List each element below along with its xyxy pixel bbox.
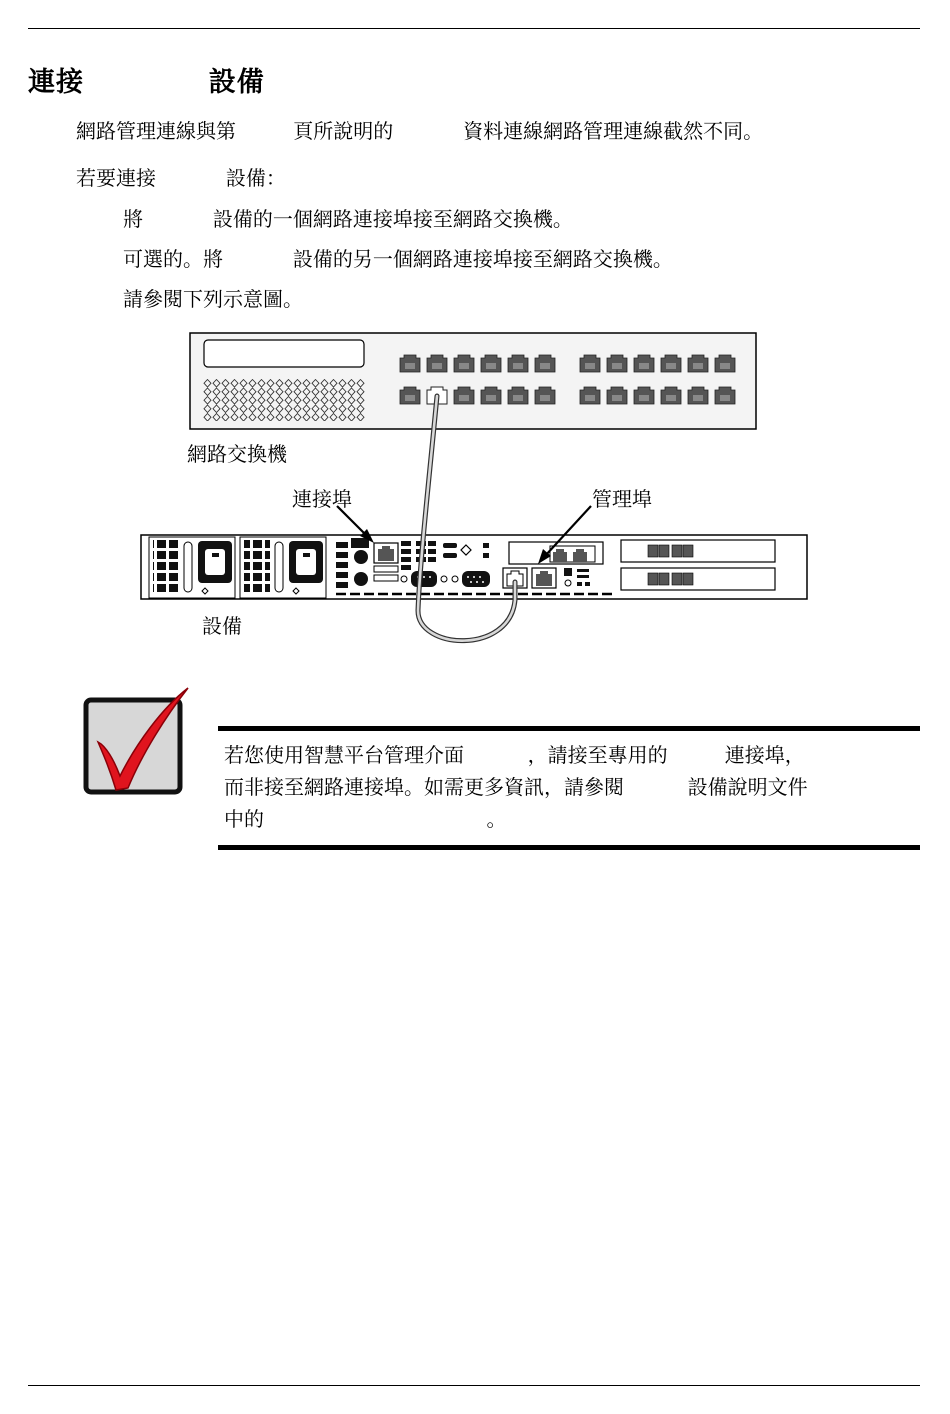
checkmark-icon <box>80 684 192 798</box>
step-item: 請參閱下列示意圖。 <box>123 287 303 311</box>
note-text <box>218 731 920 845</box>
device-label: 設備 <box>202 614 242 638</box>
steps-lead: 若要連接 設備： <box>76 166 286 190</box>
section-heading: 連接 設備 <box>28 67 265 98</box>
network-switch <box>190 333 756 429</box>
intro-paragraph: 網路管理連線與第 頁所說明的 資料連線網路管理連線截然不同。 <box>76 119 764 143</box>
step-item: 可選的。將 設備的另一個網路連接埠接至網路交換機。 <box>123 247 673 271</box>
network-port-label: 連接埠 <box>292 487 352 511</box>
footer-rule <box>28 1385 920 1386</box>
note-line: 若您使用智慧平台管理介面 ，請接至專用的 連接埠， <box>224 743 805 767</box>
note-box <box>218 726 920 850</box>
note-line: 而非接至網路連接埠。如需更多資訊，請參閱 設備說明文件 <box>224 775 808 799</box>
note-line: 中的 。 <box>224 807 507 831</box>
step-item: 將 設備的一個網路連接埠接至網路交換機。 <box>123 207 573 231</box>
connection-diagram <box>0 0 950 700</box>
switch-label: 網路交換機 <box>187 442 287 466</box>
note-rule-bottom <box>218 845 920 850</box>
management-port-label: 管理埠 <box>592 487 652 511</box>
device-rear-panel <box>141 535 807 599</box>
